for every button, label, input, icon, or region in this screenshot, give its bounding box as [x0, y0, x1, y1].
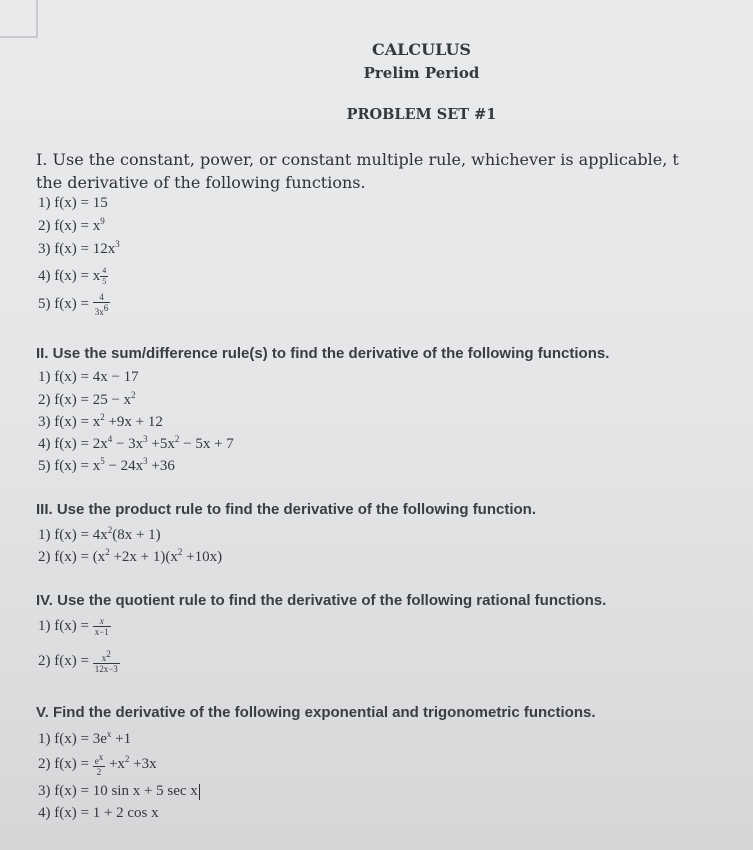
section-4-title: IV. Use the quotient rule to find the derivative of the following rational functions. [36, 592, 607, 609]
corner-mark [0, 0, 38, 38]
s5-item-3: 3) f(x) = 10 sin x + 5 sec x [38, 783, 200, 800]
s3-item-2: 2) $f(x) = (x^2 +2x + 1)(x^2 +10x)$ [38, 547, 223, 565]
s1-item-3: 3) $f(x) = 12x^3$ [38, 239, 120, 257]
s2-item-5: 5) $f(x) = x^5 - 24x^3 +36$ [38, 456, 175, 474]
s1-item-2: 2) $f(x) = x^9$ [38, 216, 105, 234]
s4-item-2: 2) f(x) = $\frac{x^2}{12x-3}$ [38, 649, 118, 674]
s5-item-2: 2) f(x) = $\frac{e^x}{2}$ $+x^2 +3x$ [38, 752, 157, 777]
course-title: CALCULUS [372, 40, 471, 59]
section-2-title: II. Use the sum/difference rule(s) to find the derivative of the following functions. [36, 345, 610, 362]
s5-item-4: 4) f(x) = 1 + 2 cos x [38, 805, 159, 821]
s2-item-2: 2) $f(x) = 25 - x^2$ [38, 390, 136, 408]
section-5-title: V. Find the derivative of the following exponential and trigonometric functions. [36, 704, 596, 721]
s1-item-5: 5) f(x) = $\frac{4}{3x^6}$ [38, 292, 109, 317]
s4-item-1: 1) f(x) = $\frac{x}{x-1}$ [38, 616, 109, 637]
s5-item-1: 1) $f(x) = 3e^x +1$ [38, 729, 132, 747]
period-subtitle: Prelim Period [363, 64, 480, 82]
problem-set-title: PROBLEM SET #1 [346, 106, 497, 123]
text-cursor [199, 784, 201, 800]
section-1-title: I. Use the constant, power, or constant multiple rule, whichever is applicable, t [36, 150, 679, 169]
section-1-title-cont: the derivative of the following functions. [36, 173, 366, 192]
section-3-title: III. Use the product rule to find the derivative of the following function. [36, 501, 537, 518]
s1-item-1: 1) f(x) = 15 [38, 195, 108, 211]
s1-item-4: 4) f(x) = x $\frac{4}{5}$ [38, 266, 107, 286]
s2-item-3: 3) $f(x) = x^2 +9x + 12$ [38, 412, 163, 430]
s3-item-1: 1) $f(x) = 4x^2(8x + 1)$ [38, 525, 161, 543]
s2-item-1: 1) f(x) = 4x − 17 [38, 369, 139, 385]
s2-item-4: 4) $f(x) = 2x^4 - 3x^3 +5x^2 - 5x + 7$ [38, 434, 234, 452]
